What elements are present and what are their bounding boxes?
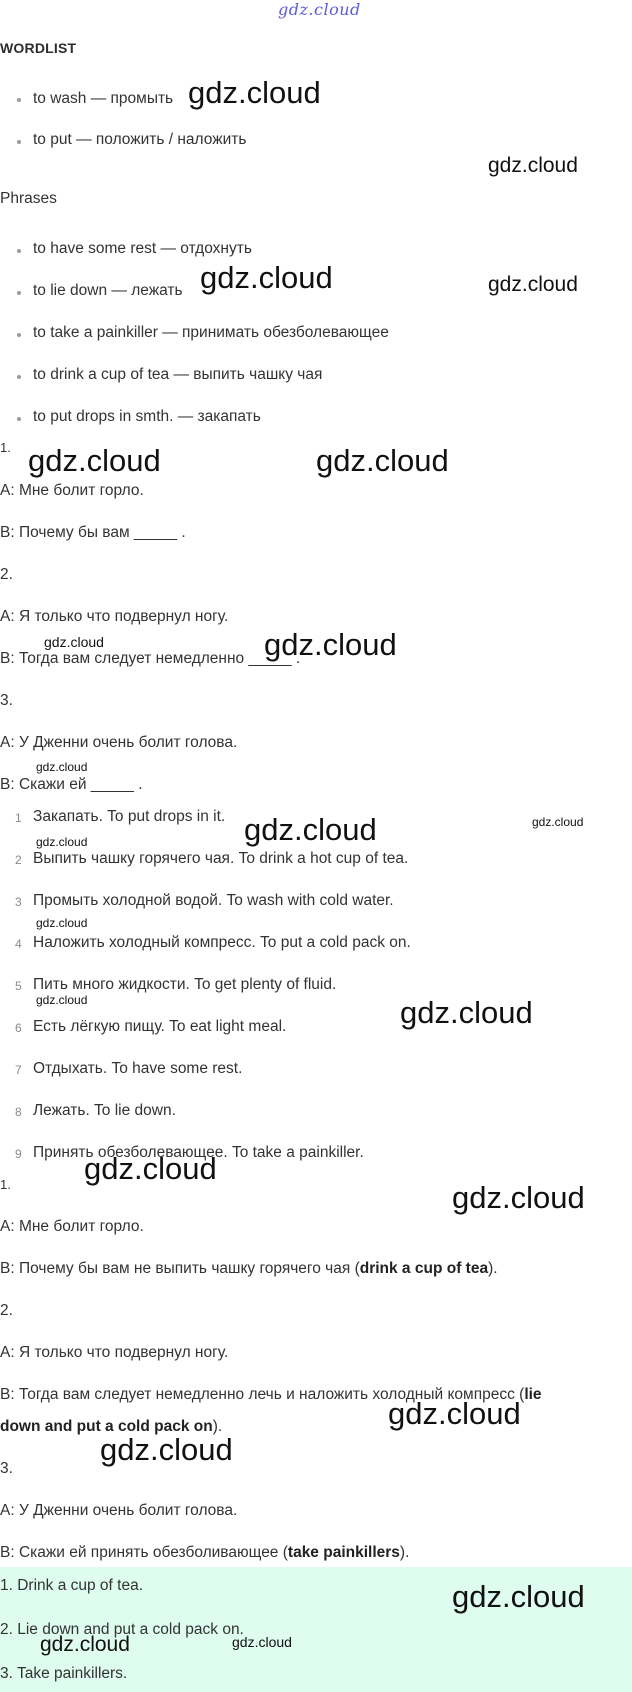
option-number: 8	[15, 1105, 22, 1119]
phrase-item: to lie down — лежать	[33, 282, 183, 299]
bullet-icon	[17, 417, 21, 421]
watermark-text: gdz.cloud	[44, 634, 104, 650]
answer-text: B: Тогда вам следует немедленно лечь и наложить холодный компресс (	[0, 1386, 525, 1403]
option-number: 9	[15, 1147, 22, 1161]
watermark-text: gdz.cloud	[188, 75, 321, 110]
answer-number: 3.	[0, 1460, 13, 1477]
option-item: Промыть холодной водой. To wash with cold water.	[33, 892, 394, 909]
answer-text: ).	[399, 1544, 410, 1561]
wordlist-item: to wash — промыть	[33, 90, 174, 107]
phrase-item: to put drops in smth. — закапать	[33, 408, 261, 425]
bullet-icon	[17, 98, 21, 102]
phrase-item: to have some rest — отдохнуть	[33, 240, 252, 257]
phrase-item: to drink a cup of tea — выпить чашку чая	[33, 366, 323, 383]
option-item: Закапать. To put drops in it.	[33, 808, 226, 825]
answer-text: ).	[212, 1418, 223, 1435]
answer-text: B: Почему бы вам не выпить чашку горячего чая (	[0, 1260, 360, 1277]
watermark-text: gdz.cloud	[84, 1151, 217, 1186]
answer-key-phrase: drink a cup of tea	[359, 1260, 489, 1277]
dialogue-line: A: Мне болит горло.	[0, 482, 144, 499]
dialogue-number: 3.	[0, 692, 13, 709]
option-item: Принять обезболевающее. To take a painkiller.	[33, 1144, 364, 1161]
final-answer: 3. Take painkillers.	[0, 1665, 128, 1682]
dialogue-line: A: У Дженни очень болит голова.	[0, 734, 238, 751]
watermark-text: gdz.cloud	[488, 154, 578, 177]
dialogue-line: B: Почему бы вам _____ .	[0, 524, 186, 541]
watermark-text: gdz.cloud	[100, 1432, 233, 1467]
bullet-icon	[17, 291, 21, 295]
option-item: Лежать. To lie down.	[33, 1102, 176, 1119]
watermark-text: gdz.cloud	[488, 273, 578, 296]
dialogue-line: B: Скажи ей _____ .	[0, 776, 143, 793]
option-item: Наложить холодный компресс. To put a cold pack on.	[33, 934, 411, 951]
dialogue-line: B: Тогда вам следует немедленно _____ .	[0, 650, 301, 667]
option-number: 2	[15, 853, 22, 867]
bullet-icon	[17, 375, 21, 379]
answer-line: A: Я только что подвернул ногу.	[0, 1344, 229, 1361]
option-number: 4	[15, 937, 22, 951]
watermark-text: gdz.cloud	[200, 260, 333, 295]
answer-key-phrase: down and put a cold pack on	[0, 1418, 213, 1435]
watermark-text: gdz.cloud	[452, 1180, 585, 1215]
watermark-text: gdz.cloud	[28, 443, 161, 478]
option-item: Отдыхать. To have some rest.	[33, 1060, 243, 1077]
watermark-text: gdz.cloud	[532, 815, 584, 829]
option-item: Пить много жидкости. To get plenty of fluid.	[33, 976, 337, 993]
watermark-text: gdz.cloud	[36, 760, 88, 774]
option-number: 7	[15, 1063, 22, 1077]
site-logo-watermark: gdz.cloud	[278, 0, 361, 19]
option-item: Есть лёгкую пищу. To eat light meal.	[33, 1018, 287, 1035]
dialogue-line: A: Я только что подвернул ногу.	[0, 608, 229, 625]
answer-key-phrase: lie	[524, 1386, 542, 1403]
final-answer: 1. Drink a cup of tea.	[0, 1577, 144, 1594]
answer-key-phrase: take painkillers	[287, 1544, 400, 1561]
watermark-text: gdz.cloud	[264, 627, 397, 662]
dialogue-number: 2.	[0, 566, 13, 583]
watermark-text: gdz.cloud	[36, 916, 88, 930]
option-number: 1	[15, 811, 22, 825]
option-number: 3	[15, 895, 22, 909]
option-number: 6	[15, 1021, 22, 1035]
answer-number: 1.	[0, 1177, 11, 1192]
bullet-icon	[17, 333, 21, 337]
watermark-text: gdz.cloud	[232, 1634, 292, 1650]
dialogue-number: 1.	[0, 440, 11, 455]
answer-text: ).	[488, 1260, 498, 1277]
phrase-item: to take a painkiller — принимать обезболевающее	[33, 324, 389, 341]
answer-line	[0, 1260, 498, 1278]
final-answer: 2. Lie down and put a cold pack on.	[0, 1621, 244, 1638]
bullet-icon	[17, 140, 21, 144]
option-number: 5	[15, 979, 22, 993]
watermark-text: gdz.cloud	[400, 995, 533, 1030]
watermark-text: gdz.cloud	[316, 443, 449, 478]
answer-line	[0, 1544, 409, 1562]
option-item: Выпить чашку горячего чая. To drink a hot cup of tea.	[33, 850, 409, 867]
watermark-text: gdz.cloud	[36, 993, 88, 1007]
phrases-heading: Phrases	[0, 190, 57, 207]
watermark-text: gdz.cloud	[388, 1396, 521, 1431]
wordlist-heading: WORDLIST	[0, 40, 77, 56]
bullet-icon	[17, 249, 21, 253]
wordlist-item: to put — положить / наложить	[33, 131, 247, 148]
answer-line: A: У Дженни очень болит голова.	[0, 1502, 238, 1519]
watermark-text: gdz.cloud	[452, 1579, 585, 1614]
answer-line: A: Мне болит горло.	[0, 1218, 144, 1235]
watermark-text: gdz.cloud	[244, 812, 377, 847]
watermark-text: gdz.cloud	[40, 1633, 130, 1656]
watermark-text: gdz.cloud	[36, 835, 88, 849]
answer-text: B: Скажи ей принять обезболивающее (	[0, 1544, 288, 1561]
answer-number: 2.	[0, 1302, 13, 1319]
